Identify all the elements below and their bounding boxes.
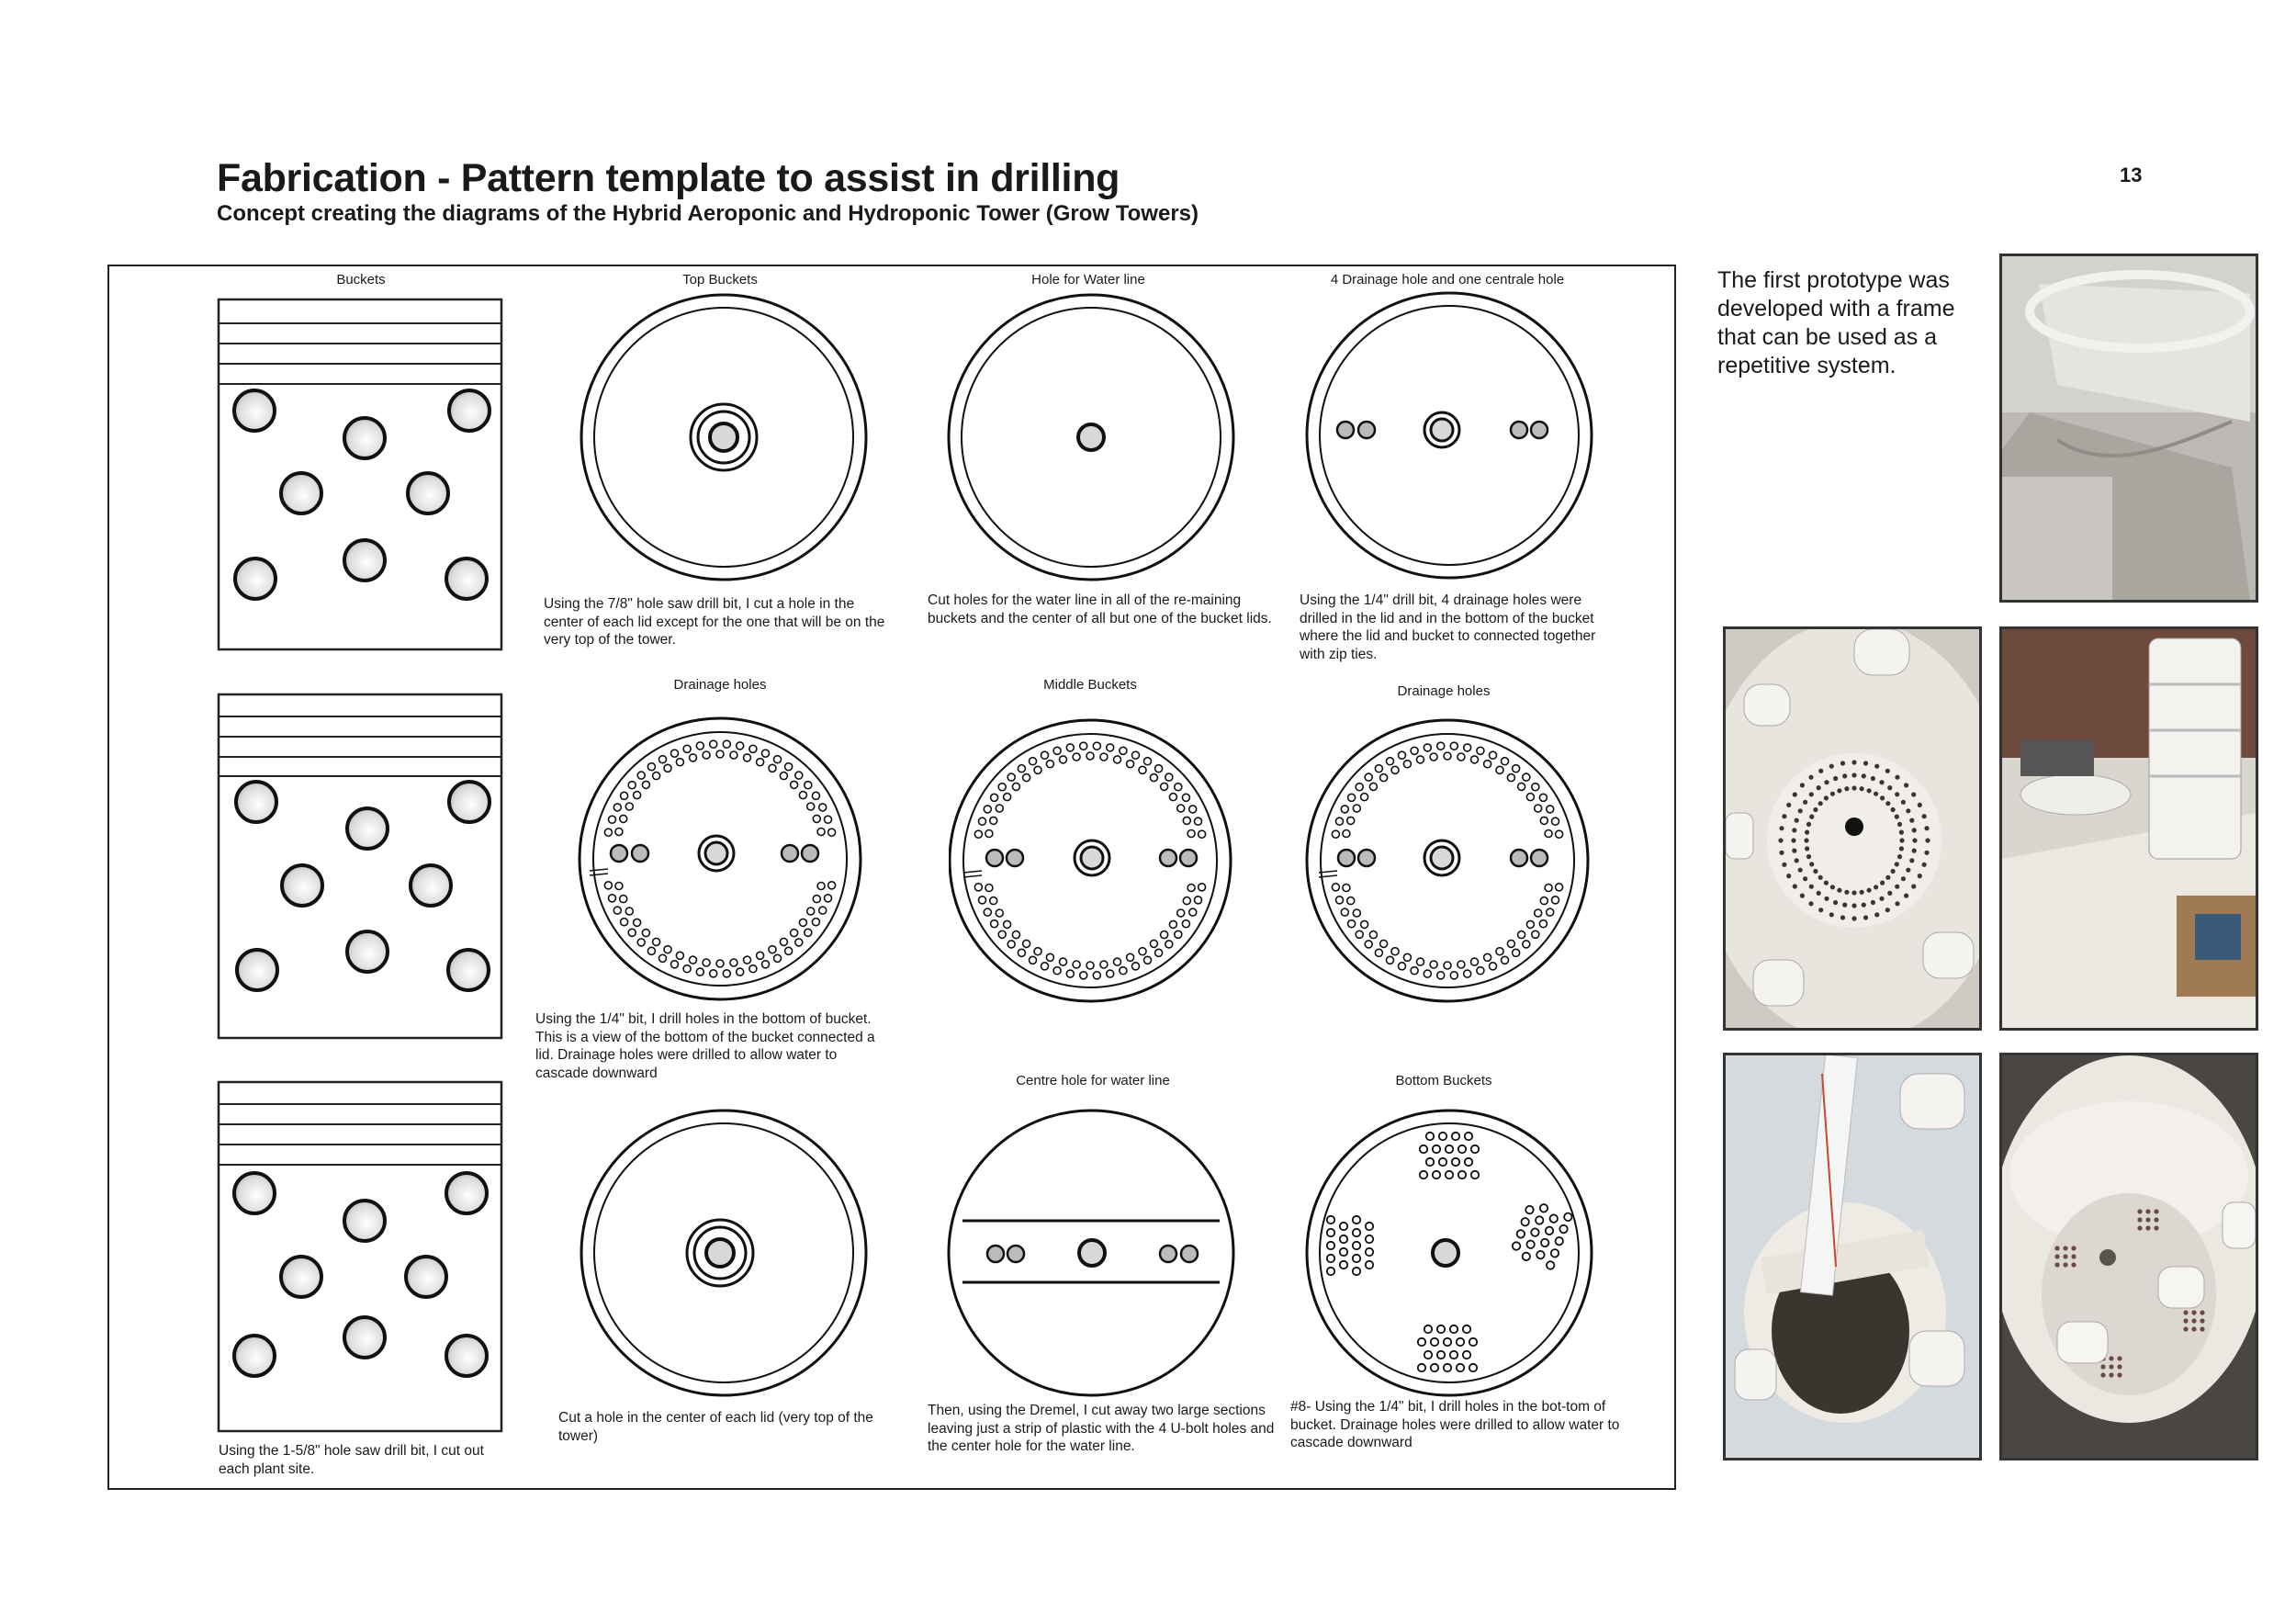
prototype-photo-5: [1999, 1053, 2258, 1460]
top-lid-caption: Cut a hole in the center of each lid (very top of the tower): [558, 1410, 873, 1444]
centre-hole-caption: Then, using the Dremel, I cut away two large sections leaving just a strip of plastic with the 4 U-bolt holes and the center hole for the water line.: [928, 1403, 1275, 1454]
four-drainage-lid-diagram: [1302, 290, 1596, 584]
middle-buckets-diagram: [949, 718, 1243, 1012]
prototype-photo-2: [1723, 626, 1982, 1031]
bottom-buckets-caption: #8- Using the 1/4" bit, I drill holes in the bot-tom of bucket. Drainage holes were drilled to allow water to cascade downward: [1290, 1399, 1620, 1450]
prototype-photo-3: [1999, 626, 2258, 1031]
bottom-buckets-title: Bottom Buckets: [1395, 1073, 1492, 1088]
drainage-hole-cluster-left: [1327, 1216, 1373, 1275]
centre-hole-title: Centre hole for water line: [1016, 1073, 1170, 1088]
top-buckets-lid-diagram: [577, 290, 871, 584]
buckets-caption: Using the 1-5/8" hole saw drill bit, I cut out each plant site.: [219, 1443, 484, 1477]
drainage-hole-cluster-right: [1509, 1199, 1572, 1270]
drainage-hole-cluster-bottom: [1418, 1325, 1477, 1371]
page-subtitle: Concept creating the diagrams of the Hybrid Aeroponic and Hydroponic Tower (Grow Towers): [217, 201, 1199, 226]
top-buckets-title: Top Buckets: [682, 272, 758, 288]
prototype-photo-1: [1999, 254, 2258, 603]
drainage-hole-cluster-top: [1420, 1133, 1479, 1179]
drainage-holes-diagram-2: [1302, 718, 1596, 1012]
page-title: Fabrication - Pattern template to assist in drilling: [217, 156, 1120, 200]
bucket-side-view-3: [219, 1082, 501, 1431]
drainage-holes-title-2: Drainage holes: [1397, 683, 1491, 699]
water-line-caption: Cut holes for the water line in all of the re-maining buckets and the center of all but one of the bucket lids.: [928, 592, 1272, 626]
top-buckets-caption: Using the 7/8" hole saw drill bit, I cut a hole in the center of each lid except for the one that will be on the very top of the tower.: [544, 596, 885, 648]
prototype-photo-4: [1723, 1053, 1982, 1460]
bottom-buckets-diagram: [1302, 1108, 1596, 1402]
prototype-description: The first prototype was developed with a frame that can be used as a repetitive system.: [1717, 267, 1955, 378]
centre-hole-diagram: [946, 1108, 1240, 1402]
middle-buckets-title: Middle Buckets: [1043, 677, 1137, 693]
drainage-holes-title-1: Drainage holes: [673, 677, 767, 693]
water-line-lid-diagram: [946, 290, 1240, 584]
drainage-holes-caption: Using the 1/4" bit, I drill holes in the bottom of bucket. This is a view of the bottom of the bucket connected a lid. Drainage holes were drilled to allow water to cascade downward: [535, 1011, 875, 1081]
buckets-side-views: [217, 298, 503, 1437]
top-lid-diagram: [577, 1108, 871, 1402]
four-drainage-caption: Using the 1/4" drill bit, 4 drainage holes were drilled in the lid and in the bottom of the bucket where the lid and bucket to connected together with zip ties.: [1300, 592, 1596, 662]
buckets-title: Buckets: [336, 272, 386, 288]
page-number: 13: [2120, 164, 2143, 186]
drainage-holes-diagram-1: [573, 716, 867, 1010]
four-drainage-title: 4 Drainage hole and one centrale hole: [1330, 272, 1565, 288]
water-line-title: Hole for Water line: [1031, 272, 1145, 288]
